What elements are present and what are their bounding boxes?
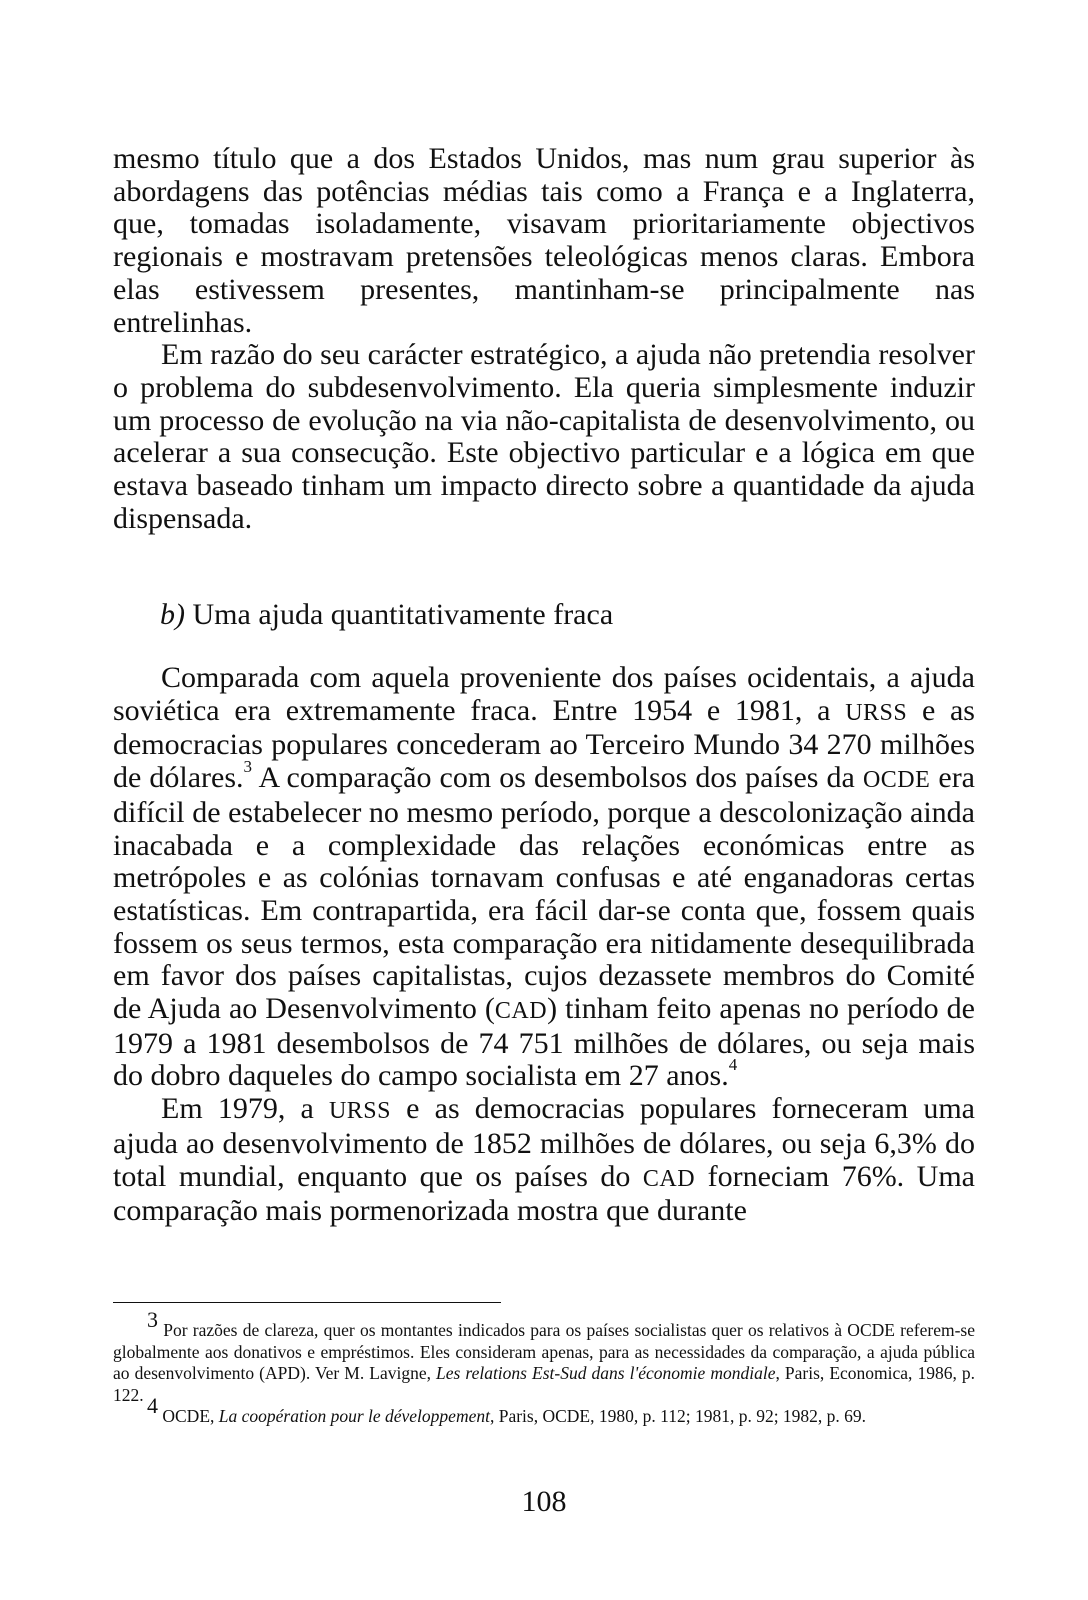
abbreviation: URSS (845, 699, 908, 726)
page-number: 108 (521, 1485, 567, 1518)
abbreviation: CAD (494, 998, 548, 1025)
abbreviation: OCDE (862, 767, 931, 794)
text-run: era difícil de estabelecer no mesmo período, porque a descolonização ainda inacabada e a complexidade das relações económicas entre as metrópoles e as colónias tornavam confusas e até enganadoras certas estatísticas. Em contrapartida, era fácil dar-se conta que, fossem quais fossem os seus termos, esta comparação era nitidamente desequilibrada em favor dos países capitalistas, cujos dezassete membros do Comité de Ajuda ao Desenvolvimento ( (113, 761, 975, 1026)
cited-title: Les relations Est-Sud dans l'économie mondiale (436, 1363, 776, 1383)
text-run: , Paris, Economica, 1986, p. 122. (113, 1363, 976, 1405)
footnote-reference: 3 (243, 757, 253, 777)
footnote-number: 4 (147, 1393, 158, 1419)
abbreviation: CAD (642, 1165, 696, 1192)
cited-title: La coopération pour le développement (218, 1406, 490, 1426)
abbreviation: URSS (328, 1098, 391, 1125)
text-run: forneciam 76%. Uma comparação mais pormenorizada mostra que durante (113, 1159, 975, 1228)
section-heading-text: Uma ajuda quantitativamente fraca (192, 598, 614, 631)
paragraph (113, 662, 975, 1093)
footnote-3 (113, 1307, 976, 1406)
footnotes (113, 1307, 976, 1428)
footnote-reference: 4 (728, 1055, 738, 1075)
section-heading-label: b) (160, 598, 185, 631)
body-text-top (113, 143, 975, 535)
text-run: e as democracias populares forneceram uma ajuda ao desenvolvimento de 1852 milhões de dólares, ou seja 6,3% do total mundial, enquanto que os países do (113, 1092, 975, 1193)
paragraph: Em razão do seu carácter estratégico, a ajuda não pretendia resolver o problema do subdesenvolvimento. Ela queria simplesmente induzir um processo de evolução na via não-capitalista de desenvolvimento, ou acelerar a sua consecução. Este objectivo particular e a lógica em que estava baseado tinham um impacto directo sobre a quantidade da ajuda dispensada. (113, 338, 975, 535)
text-run: Comparada com aquela proveniente dos países ocidentais, a ajuda soviética era extremamente fraca. Entre 1954 e 1981, a (113, 661, 975, 727)
footnote-divider (113, 1302, 501, 1303)
text-run: A comparação com os desembolsos dos países da (252, 761, 863, 795)
paragraph: mesmo título que a dos Estados Unidos, mas num grau superior às abordagens das potências médias tais como a França e a Inglaterra, que, tomadas isoladamente, visavam prioritariamente objectivos regionais e mostravam pretensões teleológicas menos claras. Embora elas estivessem presentes, mantinham-se principalmente nas entrelinhas. (113, 142, 975, 339)
text-run: OCDE, (158, 1406, 219, 1426)
text-run: , Paris, OCDE, 1980, p. 112; 1981, p. 92; 1982, p. 69. (489, 1406, 867, 1426)
footnote-number: 3 (147, 1307, 158, 1333)
text-run: Em 1979, a (161, 1092, 329, 1126)
text-run: e as democracias populares concederam ao Terceiro Mundo 34 270 milhões de dólares. (113, 693, 975, 795)
text-run: ) tinham feito apenas no período de 1979 a 1981 desembolsos de 74 751 milhões de dólares, ou seja mais do dobro daqueles do campo socialista em 27 anos. (113, 992, 975, 1093)
paragraph (113, 1093, 975, 1228)
section-heading (160, 598, 613, 632)
footnote-4 (113, 1393, 975, 1428)
body-text-bottom (113, 662, 975, 1228)
text-run: Por razões de clareza, quer os montantes indicados para os países socialistas quer os relativos à OCDE referem-se globalmente aos donativos e empréstimos. Eles consideram apenas, para as necessidades da comparação, a ajuda pública ao desenvolvimento (APD). Ver M. Lavigne, (113, 1320, 975, 1383)
